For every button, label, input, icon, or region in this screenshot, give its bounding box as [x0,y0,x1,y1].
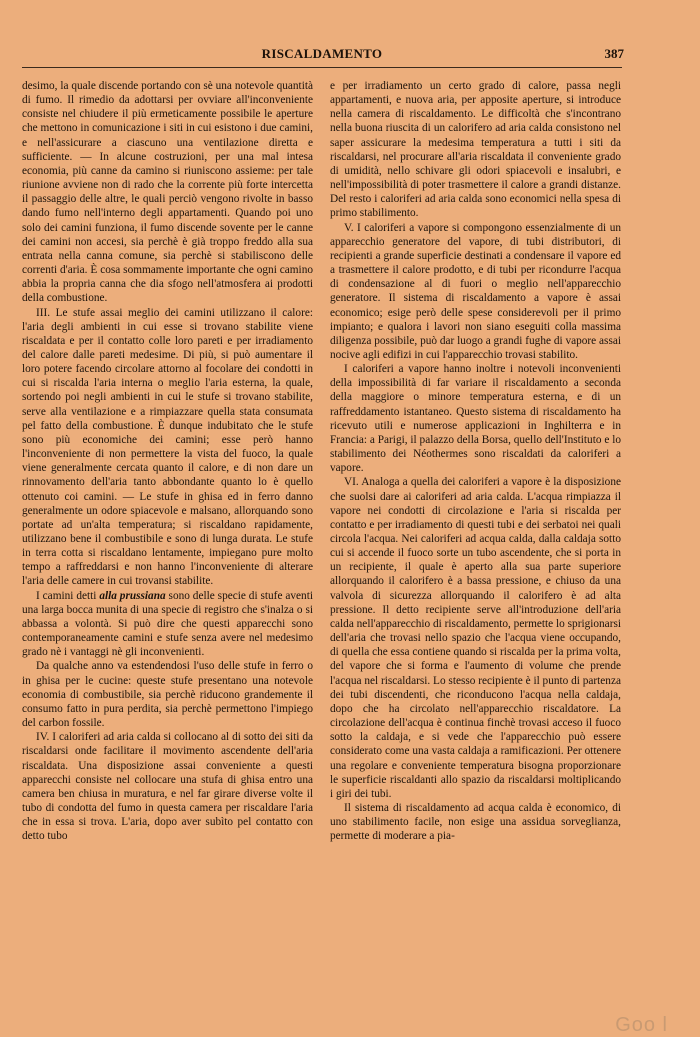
watermark: Goo l [615,1014,668,1036]
paragraph: e per irradiamento un certo grado di calore, passa negli appartamenti, e nuova aria, per apposite aperture, si introduce nella camera di riscaldamento. Le difficoltà che s'incontrano nella buona riuscita di un calorifero ad aria calda consistono nel saper assicurare la medesima temperatura a tutti i siti da riscaldarsi, nel procurare all'aria riscaldata il conveniente grado di umidità, nello schivare gli odori spiacevoli e insalubri, e nell'impossibilità di poter trasmettere il calore a grandi distanze. Del resto i caloriferi ad aria calda sono economici nella spesa di primo stabilimento. [330,80,621,220]
right-column [330,79,621,1014]
paragraph: Da qualche anno va estendendosi l'uso delle stufe in ferro o in ghisa per le cucine: queste stufe presentano una notevole economia di combustibile, sia perchè riducono grandemente il consumo fatto in pura perdita, sia perchè permettono l'impiego del carbon fossile. [22,660,313,730]
paragraph [22,589,313,660]
paragraph: I caloriferi a vapore hanno inoltre i notevoli inconvenienti della impossibilità di far variare il riscaldamento a seconda della maggiore o minore temperatura esterna, e di un raffreddamento istantaneo. Questo sistema di riscaldamento ha ricevuto utili e numerose applicazioni in Inghilterra e in Francia: a Parigi, il palazzo della Borsa, quello dell'Instituto e lo stabilimento dei Néothermes sono riscaldati da caloriferi a vapore. [330,363,621,475]
header-rule [22,67,622,68]
left-column [22,79,313,1014]
page-number: 387 [604,46,624,61]
paragraph: IV. I caloriferi ad aria calda si collocano al di sotto dei siti da riscaldarsi onde facilitare il movimento ascendente dell'aria riscaldata. Una disposizione assai conveniente a questi apparecchi consiste nel collocare una stufa di ghisa entro una camera ben chiusa in muratura, e nel far girare diverse volte il tubo di condotta del fumo in questa camera per riscaldare l'aria che in essa si trova. L'aria, dopo aver subìto pel contatto con detto tubo [22,731,313,843]
running-title: RISCALDAMENTO [261,46,383,61]
page-header [22,46,622,66]
paragraph: III. Le stufe assai meglio dei camini utilizzano il calore: l'aria degli ambienti in cui esse si trovano stabilite viene riscaldata e per il contatto colle loro pareti e per irradiamento del calore dalle pareti medesime. Di più, si può aumentare il loro potere facendo circolare attorno al focolare dei condotti in cui si riscalda l'aria interna o meglio l'aria esterna, la quale, sortendo poi negli ambienti in cui le stufe si trovano stabilite, serve alla ventilazione e a rimpiazzare quella stata consumata pel fatto della combustione. È dunque indubitato che le stufe sono più economiche dei camini; esse però hanno l'inconveniente di non permettere la vista del fuoco, la quale viene generalmente cercata quanto il calore, e di non dare un rinnovamento dell'aria tanto abbondante quanto lo è quello ottenuto coi camini. — Le stufe in ghisa ed in ferro danno generalmente un odore spiacevole e malsano, allorquando sono portate ad un'alta temperatura; si riscaldano rapidamente, utilizzano bene il combustibile e sono di lunga durata. Le stufe in terra cotta si riscaldano lentamente, impiegano pure molto tempo a raffreddarsi e non hanno l'inconveniente di alterare l'aria delle camere in cui trovansi stabilite. [22,306,313,588]
italic-term: alla prussiana [99,589,166,602]
paragraph: Il sistema di riscaldamento ad acqua calda è economico, di uno stabilimento facile, non esige una assidua sorveglianza, permette di moderare a pia- [330,801,621,843]
paragraph: desimo, la quale discende portando con sè una notevole quantità di fumo. Il rimedio da adottarsi per ovviare all'inconveniente consiste nel chiudere il più ermeticamente possibile le aperture che mettono in comunicazione i siti in cui esistono i due camini, e nell'assicurare a ciascuno una ventilazione diretta e sufficiente. — In alcune costruzioni, per una mal intesa economia, più canne da camino si riuniscono assieme: per tale riunione avviene non di rado che la corrente più forte intercetta il passaggio delle altre, le quali perciò vengono rivolte in basso dando fumo nell'interno degli appartamenti. Quando poi uno solo dei camini funziona, il fumo discende sovente per le canne dei camini non accesi, sia perchè è già troppo freddo alla sua entrata nella canna comune, sia perchè si stabiliscono delle correnti d'aria. È cosa sommamente importante che ogni camino abbia la propria canna che dia sfogo nell'atmosfera ai prodotti della combustione. [22,80,313,305]
paragraph: VI. Analoga a quella dei caloriferi a vapore è la disposizione che suolsi dare ai caloriferi ad aria calda. L'acqua rimpiazza il vapore nei condotti di circolazione e l'aria si riscalda per contatto e per irradiamento di questi tubi e dei serbatoi nei quali circola l'acqua. Nei caloriferi ad acqua calda, dalla caldaja sotto cui si accende il fuoco sorte un tubo ascendente, che si porta in un recipiente, il quale è aperto alla sua parte superiore allorquando il calorifero è a bassa pressione, e chiuso da una valvola di sicurezza allorquando il calorifero è ad alta pressione. Il detto recipiente serve all'introduzione dell'aria calda nell'apparecchio di riscaldamento, permette lo sprigionarsi dell'aria che trovasi nello spazio che l'acqua viene occupando, di quella che essa contiene quando si riscalda per la prima volta, del vapore che si forma e l'aumento di volume che prende l'acqua nel riscaldarsi. Lo stesso recipiente è il punto di partenza dei tubi discendenti, che riconducono l'acqua nella caldaja, dopo che ha circolato nell'apparecchio riscaldatore. La circolazione dell'acqua è continua finchè trovasi acceso il fuoco sotto la caldaja, e si vede che l'apparecchio può essere considerato come una vasta caldaja a ramificazioni. Per ottenere una regolare e conveniente temperatura bisogna proporzionare le superficie riscaldanti allo spazio da riscaldarsi moltiplicando i giri dei tubi. [330,476,621,800]
paragraph-text: I camini detti [36,589,100,602]
paragraph-text: sono delle specie di stufe aventi una larga bocca munita di una specie di registro che s'inalza o si abbassa a volontà. Si può dire che questi apparecchi sono contemporaneamente camini e stufe senza avere nel medesimo grado nè i vantaggi nè gli inconvenienti. [22,589,313,659]
paragraph: V. I caloriferi a vapore si compongono essenzialmente di un apparecchio generatore del vapore, di tubi distributori, di recipienti a grande superficie destinati a condensare il vapore ed a trasmettere il calore prodotto, e di tubi per ricondurre l'acqua di condensazione al di fuori o meglio nell'apparecchio generatore. Il sistema di riscaldamento a vapore è assai economico; esige però delle spese considerevoli per il primo impianto; e qualora i lavori non siano eseguiti colla massima diligenza possibile, può dar luogo a grandi fughe di vapore assai nocive agli edifizi in cui l'apparecchio trovasi stabilito. [330,221,621,361]
